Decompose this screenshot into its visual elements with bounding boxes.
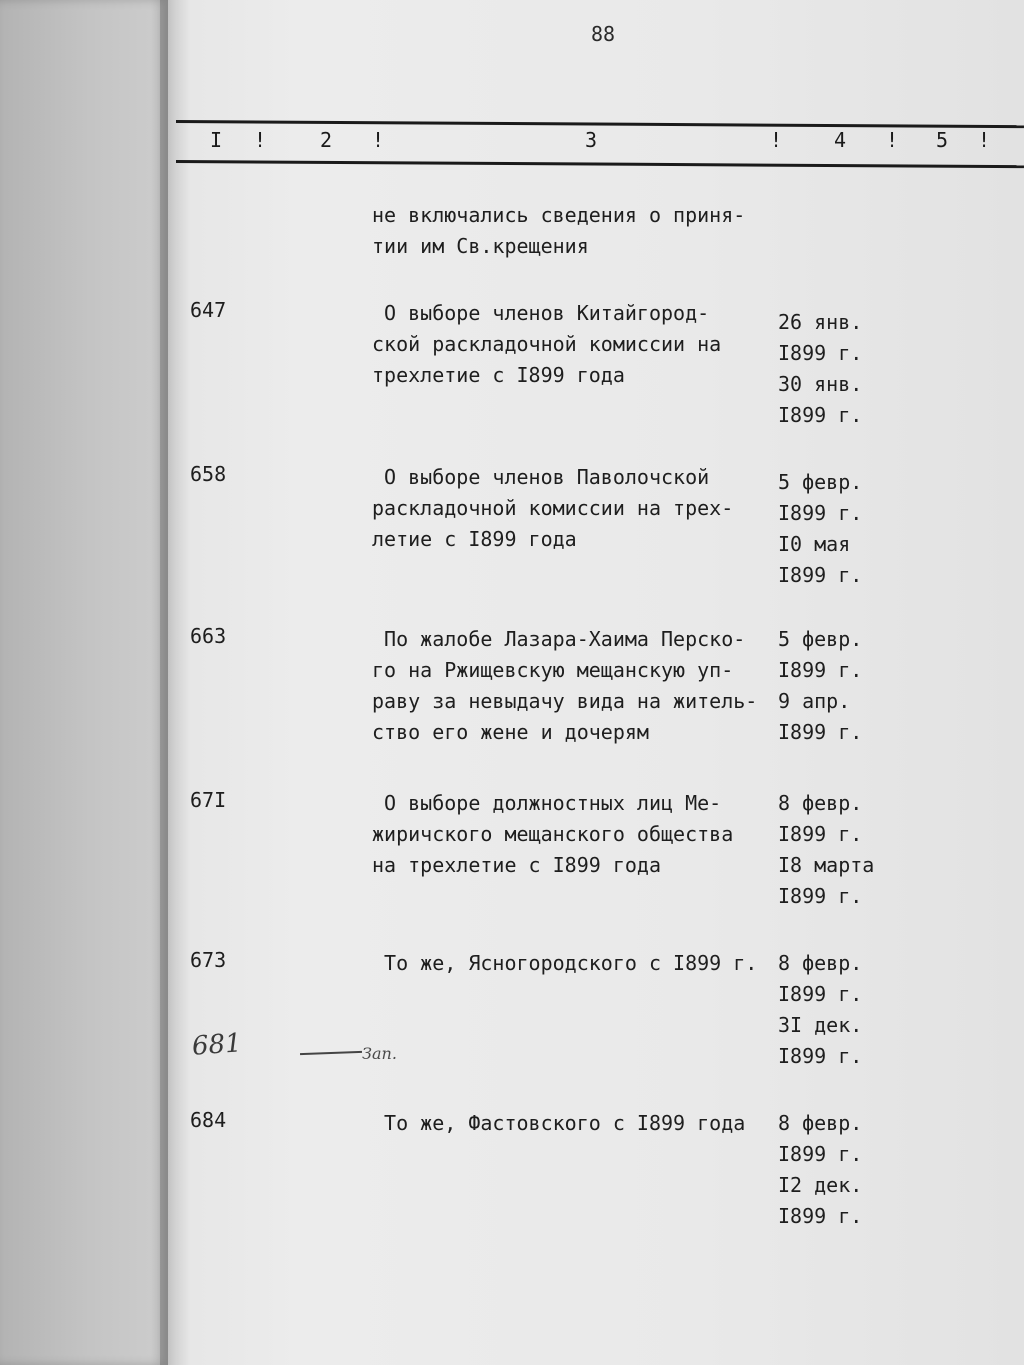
header-separator: ! <box>372 128 385 152</box>
header-col-2: 2 <box>320 128 333 152</box>
header-col-4: 4 <box>834 128 847 152</box>
binding-fold-shadow <box>160 0 190 1365</box>
entry-text: не включались сведения о приня- тии им Св.крещения <box>372 203 746 258</box>
page-number: 88 <box>591 22 616 46</box>
entry-text: О выборе членов Паволочской раскладочной комиссии на трех- летие с I899 года <box>372 465 734 551</box>
facing-page-strip <box>0 0 168 1365</box>
entry-number: 673 <box>190 948 227 972</box>
entry-dates: 26 янв. I899 г. 30 янв. I899 г. <box>778 310 863 427</box>
header-separator: ! <box>978 128 991 152</box>
header-col-5: 5 <box>936 128 949 152</box>
entry-number: 647 <box>190 298 227 322</box>
table-header-top-rule <box>176 120 1024 128</box>
header-col-3: 3 <box>585 128 598 152</box>
entry-number: 684 <box>190 1108 227 1132</box>
header-separator: ! <box>254 128 267 152</box>
entry-text: То же, Фастовского с I899 года <box>372 1111 746 1135</box>
entry-dates: 5 февр. I899 г. 9 апр. I899 г. <box>778 627 863 744</box>
entry-number: 658 <box>190 462 227 486</box>
entry-dates: 5 февр. I899 г. I0 мая I899 г. <box>778 470 863 587</box>
header-separator: ! <box>886 128 899 152</box>
entry-text: О выборе членов Китайгород- ской раскладочной комиссии на трехлетие с I899 года <box>372 301 722 387</box>
entry-dates: 8 февр. I899 г. I8 марта I899 г. <box>778 791 875 908</box>
entry-dates: 8 февр. I899 г. 3I дек. I899 г. <box>778 951 863 1068</box>
entry-number: 67I <box>190 788 227 812</box>
handwritten-entry-number: 681 <box>191 1028 243 1062</box>
header-col-1: I <box>210 128 223 152</box>
entry-text: По жалобе Лазара-Хаима Перско- го на Ржищевскую мещанскую уп- раву за невыдачу вида на житель- ство его жене и дочерям <box>372 627 758 744</box>
entry-text: То же, Ясногородского с I899 г. <box>372 951 758 975</box>
entry-dates: 8 февр. I899 г. I2 дек. I899 г. <box>778 1111 863 1228</box>
header-separator: ! <box>770 128 783 152</box>
table-header-bottom-rule <box>176 160 1024 168</box>
handwritten-dash <box>300 1051 362 1055</box>
entry-text: О выборе должностных лиц Ме- жиричского мещанского общества на трехлетие с I899 года <box>372 791 734 877</box>
entry-number: 663 <box>190 624 227 648</box>
handwritten-note: Зап. <box>362 1044 397 1063</box>
